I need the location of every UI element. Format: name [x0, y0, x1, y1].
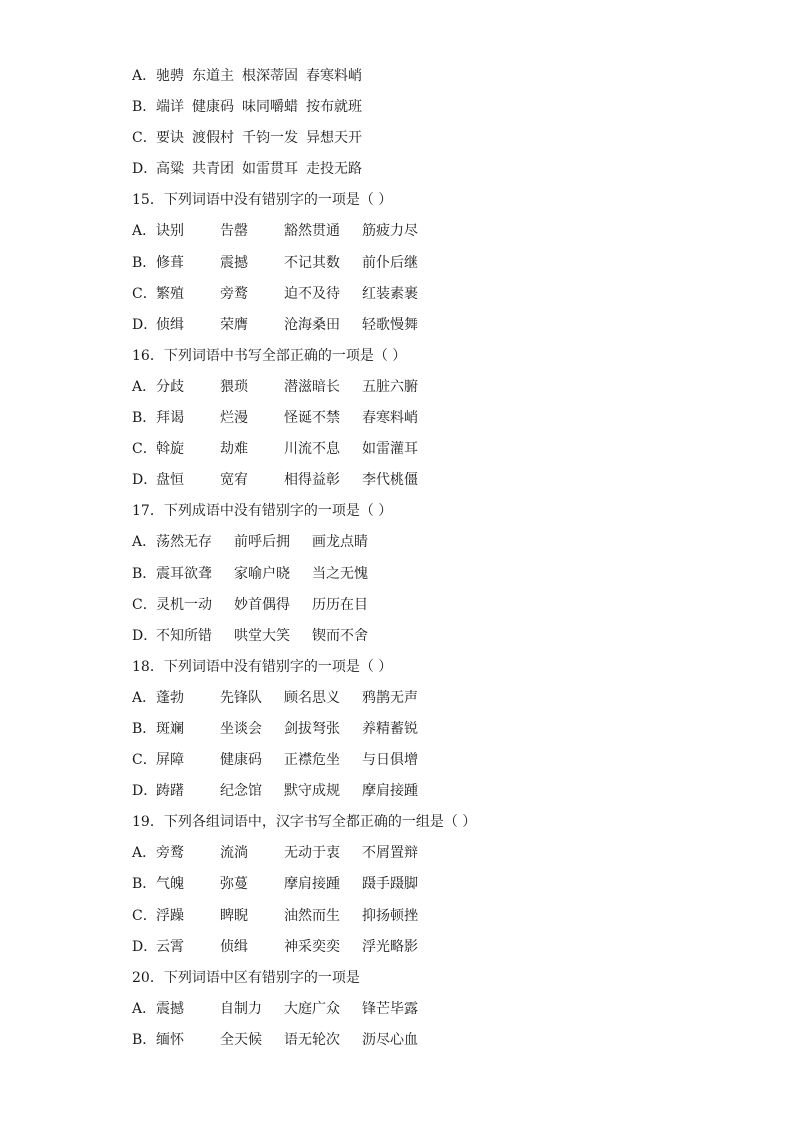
option-line [132, 995, 752, 1026]
option-letter: B． [132, 876, 157, 893]
option-word: 缅怀 [156, 1031, 184, 1048]
option-word: 猥琐 [220, 378, 248, 395]
option-word: 高粱 [156, 161, 184, 178]
option-letter: A． [132, 1000, 157, 1017]
option-word: 妙首偶得 [234, 596, 290, 613]
option-word: 睥睨 [220, 907, 248, 924]
option-word: 大庭广众 [284, 1000, 340, 1017]
question-stem: 16．下列词语中书写全部正确的一项是（ ） [132, 347, 407, 364]
option-line [132, 373, 752, 404]
option-word: 轻歌慢舞 [362, 316, 418, 333]
option-letter: B． [132, 565, 157, 582]
option-word: 荡然无存 [156, 534, 212, 551]
option-word: 筋疲力尽 [362, 223, 418, 240]
option-word: 健康码 [220, 752, 262, 769]
option-word: 渡假村 [192, 130, 234, 147]
option-word: 烂漫 [220, 410, 248, 427]
option-word: 五脏六腑 [362, 378, 418, 395]
option-word: 红装素裹 [362, 285, 418, 302]
option-word: 养精蓄锐 [362, 720, 418, 737]
option-word: 灵机一动 [156, 596, 212, 613]
option-letter: D． [132, 783, 158, 800]
option-word: 如雷灌耳 [362, 441, 418, 458]
option-letter: C． [132, 285, 157, 302]
option-word: 东道主 [192, 68, 234, 84]
option-word: 云霄 [156, 938, 184, 955]
option-letter: C． [132, 441, 157, 458]
option-word: 语无轮次 [284, 1031, 340, 1048]
option-word: 分歧 [156, 378, 184, 395]
option-letter: A． [132, 223, 157, 240]
option-line [132, 466, 752, 497]
option-word: 旁鹜 [220, 285, 248, 302]
option-word: 自制力 [220, 1000, 262, 1017]
option-word: 豁然贯通 [284, 223, 340, 240]
option-word: 摩肩接踵 [284, 876, 340, 893]
option-word: 画龙点睛 [312, 534, 368, 551]
option-word: 斡旋 [156, 441, 184, 458]
option-word: 神采奕奕 [284, 938, 340, 955]
option-line [132, 839, 752, 870]
question-stem: 15．下列词语中没有错别字的一项是（ ） [132, 192, 393, 209]
option-word: 根深蒂固 [242, 68, 298, 84]
option-word: 共青团 [192, 161, 234, 178]
option-word: 斑斓 [156, 720, 184, 737]
option-word: 相得益彰 [284, 472, 340, 489]
option-word: 坐谈会 [220, 720, 262, 737]
option-letter: D． [132, 472, 158, 489]
option-word: 先锋队 [220, 689, 262, 706]
option-letter: B． [132, 254, 157, 271]
option-letter: A． [132, 689, 157, 706]
option-letter: B． [132, 410, 157, 427]
option-line [132, 62, 752, 93]
option-word: 春寒料峭 [306, 68, 362, 84]
question-stem: 19．下列各组词语中，汉字书写全都正确的一组是（ ） [132, 814, 477, 831]
option-word: 如雷贯耳 [242, 161, 298, 178]
option-word: 李代桃僵 [362, 472, 418, 489]
option-line [132, 622, 752, 653]
option-word: 盘恒 [156, 472, 184, 489]
option-line [132, 311, 752, 342]
option-word: 当之无愧 [312, 565, 368, 582]
option-word: 哄堂大笑 [234, 627, 290, 644]
option-word: 震撼 [156, 1000, 184, 1017]
option-line [132, 528, 752, 559]
option-word: 味同嚼蜡 [242, 99, 298, 116]
option-word: 荣膺 [220, 316, 248, 333]
option-word: 纪念馆 [220, 783, 262, 800]
option-word: 震耳欲聋 [156, 565, 212, 582]
option-word: 正襟危坐 [284, 752, 340, 769]
option-word: 蓬勃 [156, 689, 184, 706]
question-stem: 18．下列词语中没有错别字的一项是（ ） [132, 658, 393, 675]
option-word: 健康码 [192, 99, 234, 116]
option-word: 历历在目 [312, 596, 368, 613]
option-word: 踌躇 [156, 783, 184, 800]
option-word: 拜谒 [156, 410, 184, 427]
option-word: 前仆后继 [362, 254, 418, 271]
option-line [132, 560, 752, 591]
option-word: 锋芒毕露 [362, 1000, 418, 1017]
option-word: 不知所错 [156, 627, 212, 644]
option-word: 震撼 [220, 254, 248, 271]
document-page [132, 62, 752, 1057]
option-word: 鸦鹊无声 [362, 689, 418, 706]
option-line [132, 870, 752, 901]
option-word: 沧海桑田 [284, 316, 340, 333]
option-word: 全天候 [220, 1031, 262, 1048]
option-letter: C． [132, 752, 157, 769]
option-line [132, 777, 752, 808]
option-word: 锲而不舍 [312, 627, 368, 644]
option-line [132, 93, 752, 124]
option-word: 春寒料峭 [362, 410, 418, 427]
option-letter: C． [132, 907, 157, 924]
option-word: 修葺 [156, 254, 184, 271]
option-word: 侦缉 [220, 938, 248, 955]
option-word: 迫不及待 [284, 285, 340, 302]
option-letter: A． [132, 534, 157, 551]
option-word: 前呼后拥 [234, 534, 290, 551]
option-word: 摩肩接踵 [362, 783, 418, 800]
option-word: 默守成规 [284, 783, 340, 800]
option-word: 走投无路 [306, 161, 362, 178]
option-line [132, 124, 752, 155]
option-word: 千钧一发 [242, 130, 298, 147]
option-letter: D． [132, 627, 158, 644]
option-line [132, 902, 752, 933]
option-word: 端详 [156, 99, 184, 116]
option-word: 浮躁 [156, 907, 184, 924]
question-stem: 17．下列成语中没有错别字的一项是（ ） [132, 503, 393, 520]
option-word: 不屑置辩 [362, 845, 418, 862]
option-letter: B． [132, 720, 157, 737]
option-word: 抑扬顿挫 [362, 907, 418, 924]
option-word: 屏障 [156, 752, 184, 769]
option-word: 要诀 [156, 130, 184, 147]
option-letter: D． [132, 938, 158, 955]
option-letter: B． [132, 1031, 157, 1048]
option-word: 川流不息 [284, 441, 340, 458]
option-word: 按布就班 [306, 99, 362, 116]
option-word: 旁鹜 [156, 845, 184, 862]
option-letter: A． [132, 68, 157, 84]
option-letter: B． [132, 99, 157, 116]
option-letter: D． [132, 316, 158, 333]
option-word: 驰骋 [156, 68, 184, 84]
option-word: 蹑手蹑脚 [362, 876, 418, 893]
option-word: 无动于衷 [284, 845, 340, 862]
option-line [132, 404, 752, 435]
option-word: 宽宥 [220, 472, 248, 489]
option-word: 家喻户晓 [234, 565, 290, 582]
option-line [132, 217, 752, 248]
option-word: 气魄 [156, 876, 184, 893]
option-word: 异想天开 [306, 130, 362, 147]
option-word: 诀别 [156, 223, 184, 240]
option-line [132, 249, 752, 280]
option-line [132, 1026, 752, 1057]
option-word: 流淌 [220, 845, 248, 862]
option-letter: C． [132, 130, 157, 147]
option-word: 怪诞不禁 [284, 410, 340, 427]
option-word: 浮光略影 [362, 938, 418, 955]
option-word: 油然而生 [284, 907, 340, 924]
option-word: 沥尽心血 [362, 1031, 418, 1048]
option-word: 与日俱增 [362, 752, 418, 769]
option-word: 劫难 [220, 441, 248, 458]
option-letter: A． [132, 378, 157, 395]
option-line [132, 933, 752, 964]
option-word: 弥蔓 [220, 876, 248, 893]
option-line [132, 684, 752, 715]
option-word: 潜滋暗长 [284, 378, 340, 395]
option-word: 不记其数 [284, 254, 340, 271]
option-letter: D． [132, 161, 158, 178]
option-word: 繁殖 [156, 285, 184, 302]
question-stem: 20．下列词语中区有错别字的一项是 [132, 969, 360, 986]
option-line [132, 746, 752, 777]
option-word: 顾名思义 [284, 689, 340, 706]
option-line [132, 591, 752, 622]
option-letter: C． [132, 596, 157, 613]
option-word: 告罄 [220, 223, 248, 240]
option-line [132, 435, 752, 466]
option-line [132, 280, 752, 311]
option-word: 侦缉 [156, 316, 184, 333]
option-line [132, 155, 752, 186]
option-line [132, 715, 752, 746]
option-letter: A． [132, 845, 157, 862]
option-word: 剑拔弩张 [284, 720, 340, 737]
